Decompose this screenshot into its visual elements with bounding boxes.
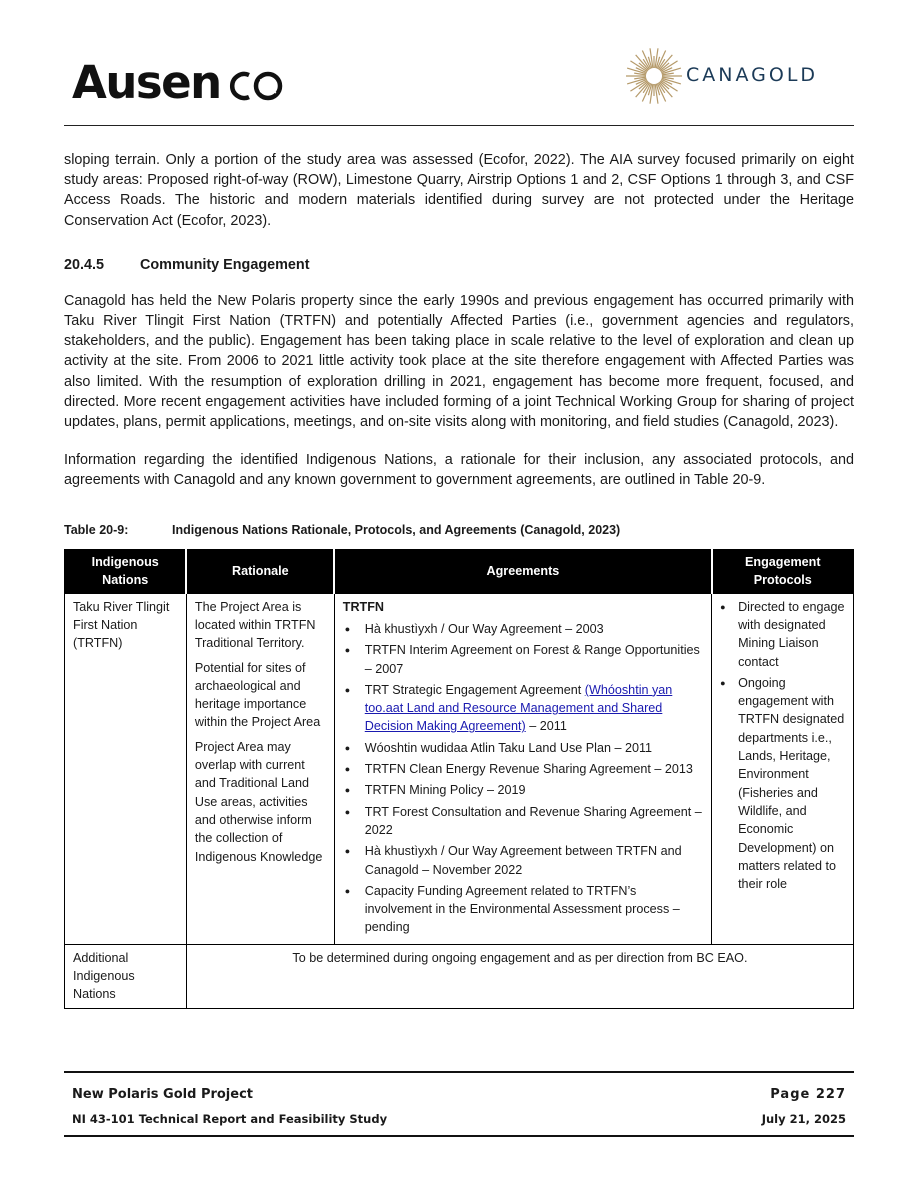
ausenco-logo-text: Ausen <box>72 56 221 109</box>
cell-to-be-determined: To be determined during ongoing engagement and as per direction from BC EAO. <box>186 944 853 1008</box>
table-row <box>65 944 854 1008</box>
list-item: ● TRTFN Interim Agreement on Forest & Range Opportunities – 2007 <box>343 641 703 678</box>
page-header <box>64 30 854 126</box>
footer-project: New Polaris Gold Project <box>72 1087 254 1102</box>
list-item: ● Capacity Funding Agreement related to TRTFN’s involvement in the Environmental Assessment process – pending <box>343 882 703 937</box>
paragraph-ecofor: sloping terrain. Only a portion of the study area was assessed (Ecofor, 2022). The AIA survey focused primarily on eight study areas: Proposed right-of-way (ROW), Limestone Quarry, Airstrip Options 1 and 2, CSF Options 1 through 3, and CSF Access Roads. The historic and modern materials identified during survey are not protected under the Heritage Conservation Act (Ecofor, 2023). <box>64 152 854 229</box>
header-engagement-protocols: Engagement Protocols <box>712 549 854 593</box>
cell-protocols <box>712 593 854 944</box>
rationale-item: The Project Area is located within TRTFN Traditional Territory. <box>194 599 316 651</box>
cell-nation-trtfn: Taku River Tlingit First Nation (TRTFN) <box>65 593 187 944</box>
footer-date: July 21, 2025 <box>761 1112 846 1126</box>
list-item: ● Directed to engage with designated Mining Liaison contact <box>720 598 845 671</box>
list-item: ● Hà khustìyxh / Our Way Agreement between TRTFN and Canagold – November 2022 <box>343 842 703 879</box>
table-header-row <box>65 549 854 593</box>
cell-agreements <box>334 593 711 944</box>
list-item: ● Ongoing engagement with TRTFN designated departments i.e., Lands, Heritage, Environment (Fisheries and Wildlife, and Economic Development) on matters related to their role <box>720 674 845 894</box>
list-item: ● TRTFN Mining Policy – 2019 <box>343 781 703 799</box>
section-title: Community Engagement <box>140 256 310 273</box>
paragraph-information: Information regarding the identified Indigenous Nations, a rationale for their inclusion, any associated protocols, and agreements with Canagold and any known government to government agreements, are outlined in Table 20-9. <box>64 452 854 489</box>
table-caption <box>64 523 854 537</box>
table-caption-title: Indigenous Nations Rationale, Protocols, and Agreements (Canagold, 2023) <box>172 522 621 537</box>
section-number: 20.4.5 <box>64 256 105 273</box>
page-content <box>64 150 854 1009</box>
strategic-agreement-prefix: TRT Strategic Engagement Agreement <box>364 682 585 697</box>
paragraph-engagement: Canagold has held the New Polaris property since the early 1990s and previous engagement has occurred primarily with Taku River Tlingit First Nation (TRTFN) and potentially Affected Parties (i.e., government agencies and regulators, stakeholders, and the public). Engagement has been taking place in scale relative to the level of exploration and clean up activity at the site. From 2006 to 2021 little activity took place at the site therefore engagement with Affected Parties was also limited. With the resumption of exploration drilling in 2021, engagement has become more frequent, focused, and directed. More recent engagement activities have included forming of a joint Technical Working Group for sharing of project updates, plans, permit applications, meetings, and on-site visits along with monitoring, and field studies (Canagold, 2023). <box>64 292 854 431</box>
cell-nation-additional: Additional Indigenous Nations <box>65 944 187 1008</box>
ausenco-logo <box>72 56 285 109</box>
agreements-list <box>343 620 703 937</box>
footer-page-number: Page 227 <box>770 1087 846 1102</box>
table-caption-number: Table 20-9: <box>64 522 129 537</box>
agreements-title: TRTFN <box>342 599 385 614</box>
ausenco-swirl-icon <box>223 67 285 105</box>
table-row <box>65 593 854 944</box>
list-item <box>343 681 703 736</box>
header-indigenous-nations: Indigenous Nations <box>65 549 187 593</box>
rationale-item: Potential for sites of archaeological and heritage importance within the Project Area <box>194 660 321 730</box>
list-item: ● TRTFN Clean Energy Revenue Sharing Agreement – 2013 <box>343 760 703 778</box>
cell-rationale <box>186 593 334 944</box>
canagold-burst-icon <box>624 40 684 110</box>
list-item: ● Hà khustìyxh / Our Way Agreement – 2003 <box>343 620 703 638</box>
canagold-logo <box>624 40 844 110</box>
protocols-list <box>720 598 845 894</box>
strategic-agreement-suffix: – 2011 <box>525 719 567 734</box>
list-item: ● TRT Forest Consultation and Revenue Sharing Agreement – 2022 <box>343 803 703 840</box>
rationale-item: Project Area may overlap with current and Traditional Land Use areas, activities and otherwise inform the collection of Indigenous Knowledge <box>194 739 323 864</box>
footer-report: NI 43-101 Technical Report and Feasibility Study <box>72 1112 388 1126</box>
header-agreements: Agreements <box>334 549 711 593</box>
page-footer <box>64 1071 854 1137</box>
section-heading <box>64 257 854 273</box>
canagold-logo-text: CANAGOLD <box>686 64 819 86</box>
indigenous-nations-table <box>64 549 854 1009</box>
header-rationale: Rationale <box>186 549 334 593</box>
strategic-agreement-link[interactable]: (Whóoshtin yan too.aat Land and Resource Management and Shared Decision Making Agreement) <box>364 682 673 734</box>
list-item: ● Wóoshtin wudidaa Atlin Taku Land Use Plan – 2011 <box>343 739 703 757</box>
